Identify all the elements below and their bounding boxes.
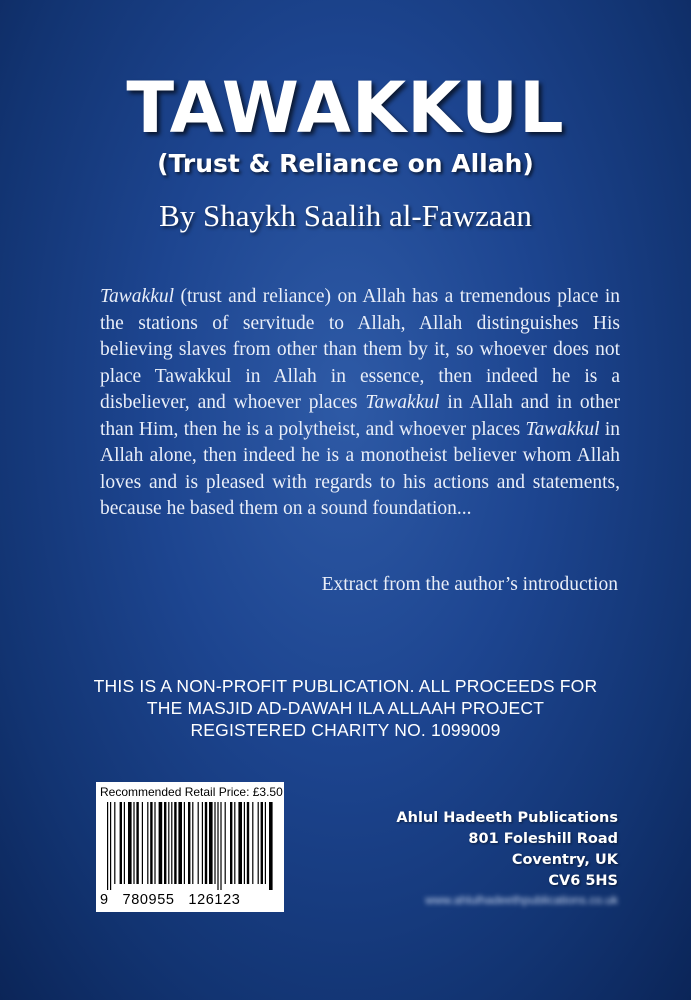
book-title: TAWAKKUL	[126, 67, 565, 149]
blurb-text	[100, 284, 620, 523]
publisher-postcode: CV6 5HS	[548, 873, 618, 889]
retail-price-label: Recommended Retail Price: £3.50	[100, 785, 283, 799]
isbn-number: 9 780955 126123	[100, 892, 241, 908]
blurb-italic-term: Tawakkul	[525, 418, 600, 440]
publisher-city: Coventry, UK	[511, 852, 618, 868]
blurb-segment: in Allah and in other than Him, then he is a polytheist, and whoever places	[100, 392, 620, 440]
barcode-image	[105, 802, 275, 890]
publisher-street: 801 Foleshill Road	[468, 831, 618, 847]
charity-notice-line: THIS IS A NON-PROFIT PUBLICATION. ALL PROCEEDS FOR	[93, 676, 598, 696]
blurb-italic-term: Tawakkul	[365, 392, 440, 413]
charity-notice-line: THE MASJID AD-DAWAH ILA ALLAAH PROJECT	[146, 698, 545, 718]
book-author: By Shaykh Saalih al-Fawzaan	[159, 198, 532, 233]
blurb-attribution: Extract from the author’s introduction	[321, 574, 618, 595]
blurb-italic-term: Tawakkul	[100, 286, 175, 307]
publisher-website: www.ahlulhadeethpublications.co.uk	[425, 893, 618, 907]
charity-notice-line: REGISTERED CHARITY NO. 1099009	[190, 720, 501, 740]
barcode-panel	[96, 782, 284, 912]
blurb-segment: in Allah alone, then indeed he is a monotheist believer whom Allah loves and is pleased with regards to his actions and statements, because he based them on a sound foundation...	[100, 418, 620, 519]
blurb-segment: (trust and reliance) on Allah has a tremendous place in the stations of servitude to Allah, Allah distinguishes His believing slaves from other than them by it, so whoever does not place Tawakkul in Allah in essence, then indeed he is a disbeliever, and whoever places	[100, 286, 620, 413]
charity-notice	[0, 675, 691, 741]
publisher-name: Ahlul Hadeeth Publications	[396, 810, 618, 826]
book-subtitle: (Trust & Reliance on Allah)	[157, 149, 534, 178]
publisher-address	[396, 808, 618, 892]
